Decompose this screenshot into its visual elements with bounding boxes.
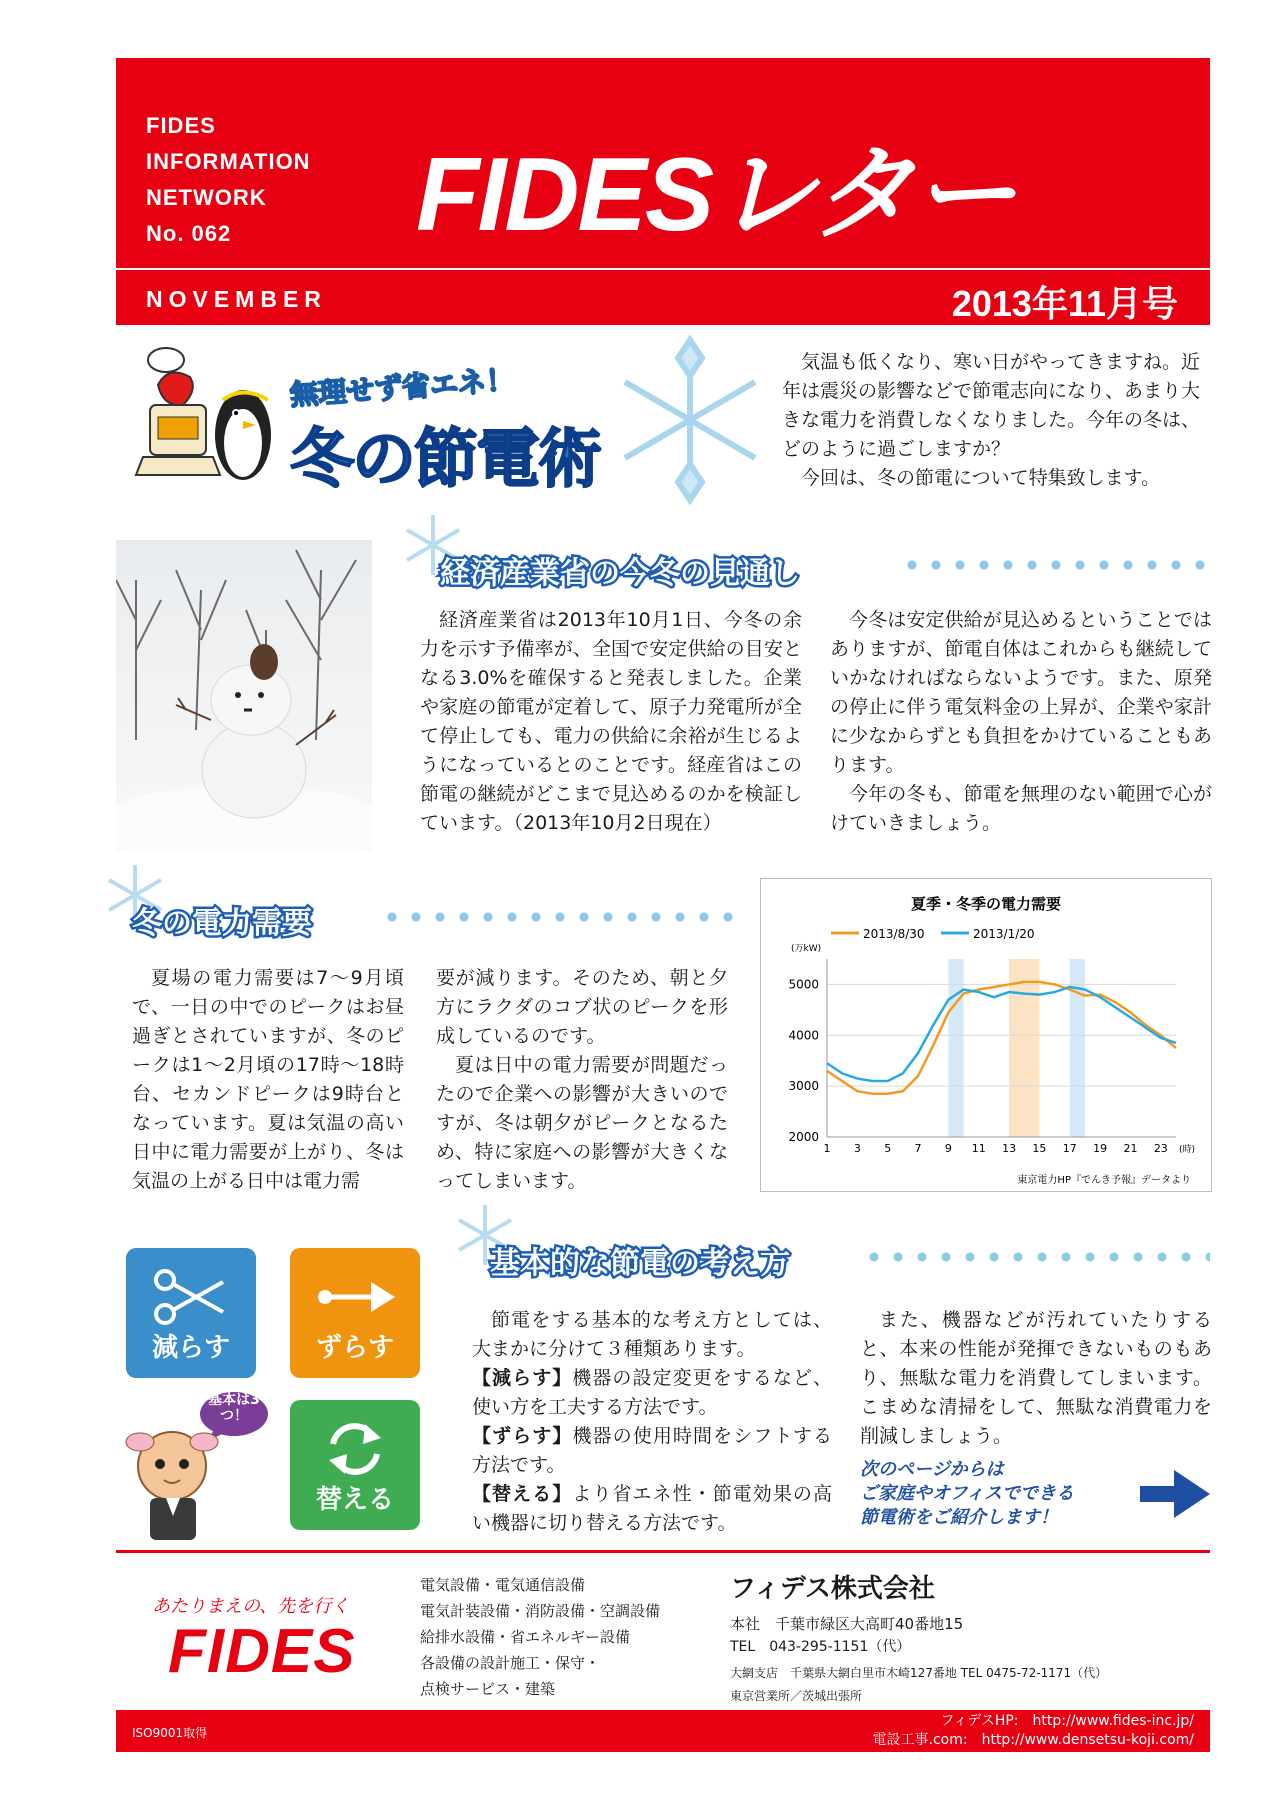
x-tick-label: 3 [853, 1142, 861, 1155]
x-tick-label: 17 [1062, 1142, 1077, 1155]
feature-title: 冬の節電術 [290, 422, 600, 497]
dotted-rule [380, 912, 740, 922]
y-tick-label: 5000 [788, 977, 819, 992]
meta-line: FIDES [146, 113, 216, 138]
service-item: 点検サービス・建築 [420, 1680, 556, 1698]
newsletter-title: FIDESレター [416, 137, 1015, 253]
slogan: あたりまえの、先を行く [152, 1596, 350, 1617]
section3-col2 [860, 1306, 1212, 1451]
paragraph: 今年の冬も、節電を無理のない範囲で心がけていきましょう。 [830, 783, 1212, 834]
arrow-right-icon [1140, 1466, 1210, 1522]
method-tag: 【ずらす】 [472, 1425, 573, 1447]
section1-col1 [420, 606, 802, 838]
section-heading: 冬の電力需要 [132, 906, 312, 941]
callout-line: 節電術をご紹介します！ [860, 1507, 1058, 1528]
y-axis-unit: (万kW) [791, 944, 822, 954]
x-tick-label: 7 [914, 1142, 922, 1155]
mascot-bubble-text: 基本は3つ！ [208, 1392, 260, 1424]
intro-paragraph: 今回は、冬の節電について特集致します。 [801, 467, 1161, 489]
chart-legend [831, 927, 1035, 941]
highlight-band [1070, 959, 1085, 1137]
branch-info: 大網支店 千葉県大網白里市木崎127番地 TEL 0475-72-1171（代） [730, 1666, 1108, 1680]
section3-col1 [472, 1306, 832, 1538]
x-tick-label: 19 [1093, 1142, 1108, 1155]
iso-cert: ISO9001取得 [132, 1726, 208, 1740]
divider [116, 268, 1210, 270]
x-tick-label: 15 [1032, 1142, 1047, 1155]
stove-penguin-illustration [128, 335, 278, 495]
paragraph: 要が減ります。そのため、朝と夕方にラクダのコブ状のピークを形成しているのです。 [436, 967, 728, 1047]
dotted-rule [900, 560, 1210, 570]
method-reduce [472, 1364, 832, 1422]
feature-subtitle: 無理せず省エネ！ [289, 363, 515, 412]
tile-label: ずらす [315, 1333, 394, 1363]
y-tick-label: 4000 [788, 1028, 819, 1043]
hq-address: 本社 千葉市緑区大高町40番地15 [730, 1615, 964, 1633]
method-text: より省エネ性・節電効果の高い機器に切り替える方法です。 [472, 1483, 832, 1534]
series-line [827, 987, 1176, 1081]
method-tag: 【減らす】 [472, 1367, 573, 1389]
power-demand-chart [760, 878, 1212, 1192]
callout-line: ご家庭やオフィスでできる [860, 1483, 1075, 1504]
series-line [827, 982, 1176, 1094]
service-item: 電気計装設備・消防設備・空調設備 [420, 1602, 661, 1620]
x-tick-label: 9 [944, 1142, 952, 1155]
snowflake-icon [600, 335, 780, 505]
intro-text [782, 348, 1212, 493]
meta-line: INFORMATION [146, 149, 311, 174]
shift-tile [290, 1248, 420, 1378]
issue-number: No. 062 [146, 221, 232, 246]
company-logo: FIDES [168, 1617, 356, 1686]
section1-col2 [830, 606, 1212, 838]
intro-paragraph: 気温も低くなり、寒い日がやってきますね。近年は震災の影響などで節電志向になり、あまり大きな電力を消費しなくなりました。今年の冬は、どのように過ごしますか？ [782, 351, 1201, 460]
company-info [730, 1568, 1107, 1704]
footer-strip [116, 1710, 1210, 1752]
arrow-right-icon [315, 1262, 395, 1332]
x-axis-unit: (時) [1179, 1145, 1196, 1155]
footer-divider [116, 1550, 1210, 1553]
company-name: フィデス株式会社 [730, 1574, 935, 1604]
section2-col2 [436, 964, 728, 1196]
method-tag: 【替える】 [472, 1483, 573, 1505]
issue-date: 2013年11月号 [951, 283, 1178, 324]
masthead [116, 58, 1210, 325]
paragraph: また、機器などが汚れていたりすると、本来の性能が発揮できないものもあり、無駄な電力を消費してしまいます。こまめな清掃をして、無駄な消費電力を削減しましょう。 [860, 1309, 1212, 1447]
paragraph: 節電をする基本的な考え方としては、大まかに分けて３種類あります。 [472, 1309, 832, 1360]
x-tick-label: 11 [971, 1142, 986, 1155]
hq-phone: TEL 043-295-1151（代） [730, 1639, 911, 1655]
next-page-callout [860, 1458, 1074, 1530]
reduce-tile [126, 1248, 256, 1378]
method-text: 機器の設定変更をするなど、使い方を工夫する方法です。 [472, 1367, 832, 1418]
month-label: NOVEMBER [146, 286, 327, 312]
x-tick-label: 21 [1123, 1142, 1138, 1155]
paragraph: 夏場の電力需要は7〜9月頃で、一日の中でのピークはお昼過ぎとされていますが、冬のピークは1〜2月頃の17時〜18時台、セカンドピークは9時台となっています。夏は気温の高い日中に電力需要が上がり、冬は気温の上がる日中は電力需 [132, 967, 404, 1192]
chart-source: 東京電力HP『でんき予報』データより [1017, 1175, 1191, 1186]
dotted-rule [862, 1252, 1210, 1262]
highlight-band [1009, 959, 1039, 1137]
chart-title: 夏季・冬季の電力需要 [910, 895, 1062, 913]
snowman-photo [116, 540, 372, 850]
refresh-icon [315, 1414, 395, 1484]
tile-label: 減らす [151, 1333, 230, 1363]
x-tick-label: 23 [1153, 1142, 1168, 1155]
meta-line: NETWORK [146, 185, 267, 210]
service-item: 電気設備・電気通信設備 [420, 1576, 586, 1594]
paragraph: 今冬は安定供給が見込めるということではありますが、節電自体はこれからも継続していかなければならないようです。また、原発の停止に伴う電気料金の上昇が、企業や家計に少なからずとも負担をかけていることもあります。 [830, 609, 1212, 776]
method-shift [472, 1422, 832, 1480]
scissors-icon [151, 1262, 231, 1332]
website-link[interactable]: 電設工事.com: http://www.densetsu-koji.com/ [872, 1732, 1194, 1748]
x-tick-label: 5 [884, 1142, 892, 1155]
legend-label: 2013/8/30 [863, 927, 925, 941]
y-tick-label: 2000 [788, 1130, 819, 1144]
section-heading: 経済産業省の今冬の見通し [440, 556, 800, 591]
highlight-band [948, 959, 963, 1137]
x-tick-label: 1 [823, 1142, 831, 1155]
paragraph: 経済産業省は2013年10月1日、今冬の余力を示す予備率が、全国で安定供給の目安となる3.0%を確保すると発表しました。企業や家庭の節電が定着して、原子力発電所が全て停止しても、電力の供給に余裕が生じるようになっているとのことです。経産省はこの節電の継続がどこまで見込めるのかを検証しています。（2013年10月2日現在） [420, 609, 802, 834]
replace-tile [290, 1400, 420, 1530]
website-link[interactable]: フィデスHP: http://www.fides-inc.jp/ [940, 1713, 1194, 1729]
section-heading: 基本的な節電の考え方 [490, 1246, 790, 1281]
method-replace [472, 1480, 832, 1538]
service-item: 各設備の設計施工・保守・ [420, 1654, 601, 1672]
method-text: 機器の使用時間をシフトする方法です。 [472, 1425, 832, 1476]
legend-label: 2013/1/20 [973, 927, 1035, 941]
callout-line: 次のページからは [860, 1459, 1004, 1480]
chart-svg [761, 879, 1211, 1191]
x-tick-label: 13 [1002, 1142, 1017, 1155]
services-list [420, 1572, 660, 1702]
masthead-meta [146, 108, 311, 252]
paragraph: 夏は日中の電力需要が問題だったので企業への影響が大きいのですが、冬は朝夕がピークとなるため、特に家庭への影響が大きくなってしまいます。 [436, 1054, 728, 1192]
y-tick-label: 3000 [788, 1079, 819, 1094]
web-links [873, 1712, 1194, 1750]
offices: 東京営業所／茨城出張所 [730, 1689, 863, 1703]
tile-label: 替える [315, 1485, 394, 1515]
service-item: 給排水設備・省エネルギー設備 [420, 1628, 631, 1646]
section2-col1 [132, 964, 404, 1196]
